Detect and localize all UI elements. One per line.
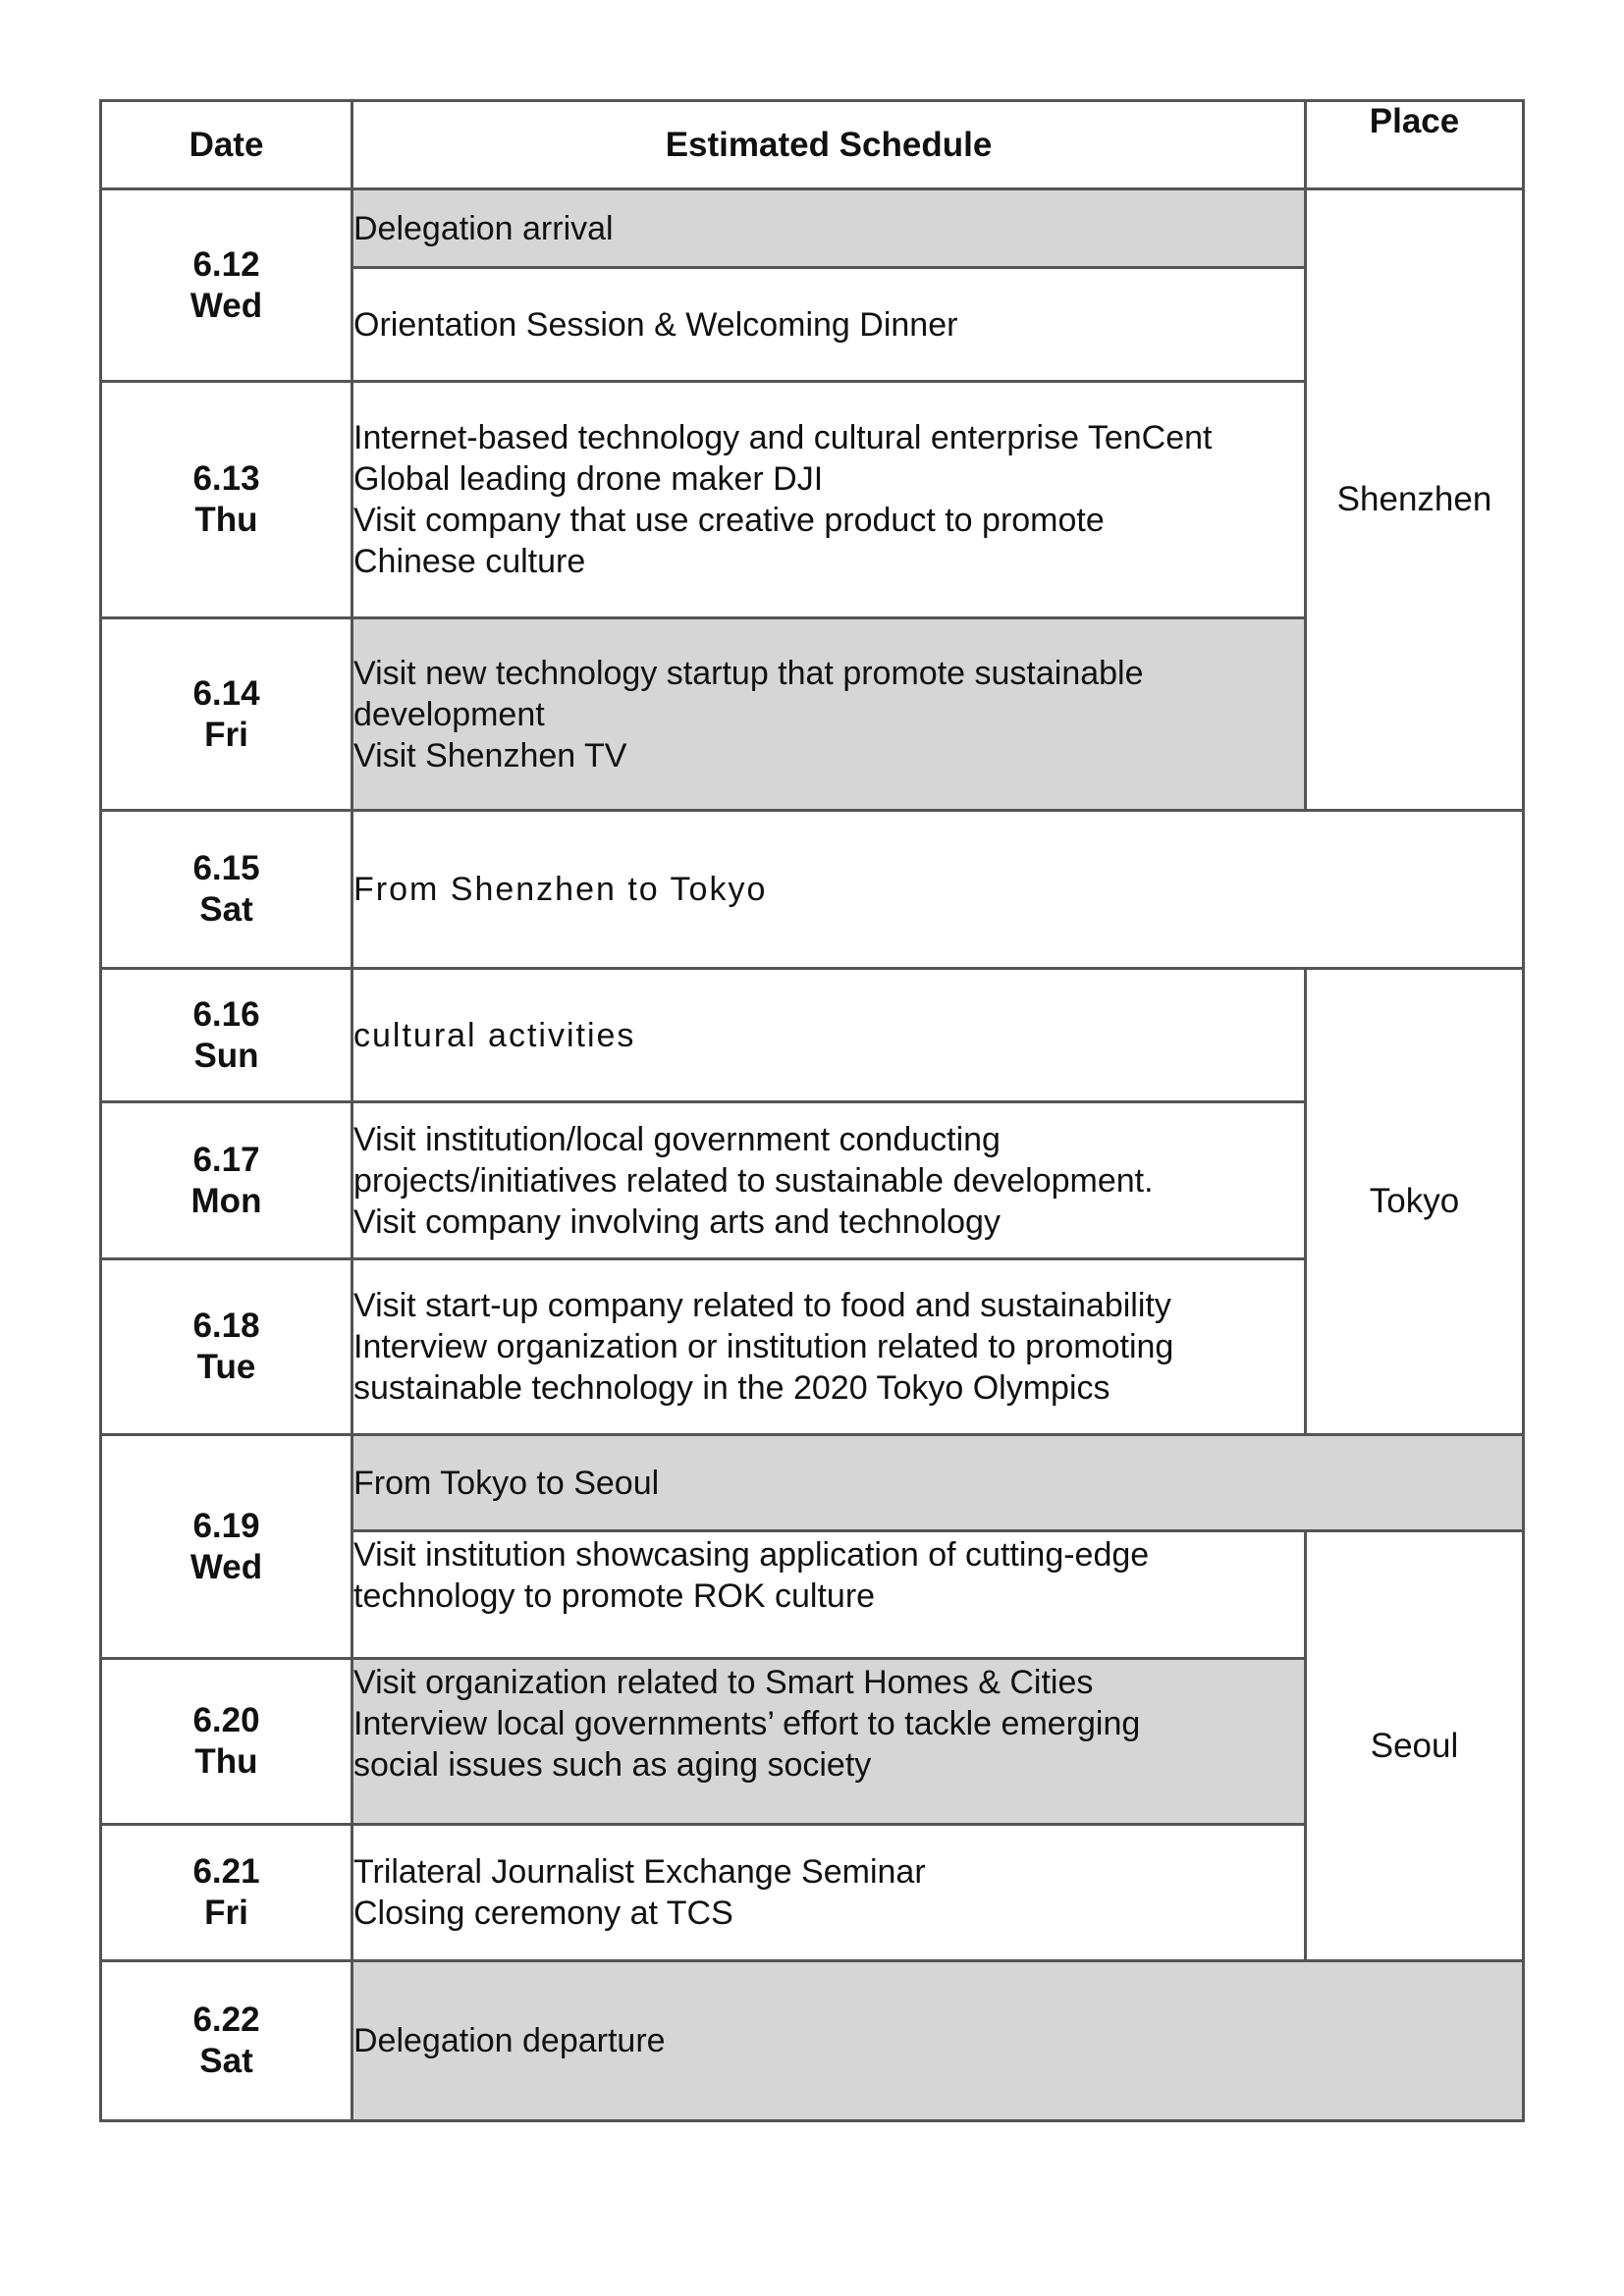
schedule-cell bbox=[352, 811, 1524, 969]
schedule-line: Orientation Session & Welcoming Dinner bbox=[353, 305, 958, 344]
schedule-line: Delegation departure bbox=[353, 2022, 666, 2059]
schedule-line: sustainable technology in the 2020 Tokyo Olympics bbox=[353, 1369, 1110, 1407]
schedule-cell bbox=[352, 1435, 1524, 1531]
schedule-line: Internet-based technology and cultural enterprise TenCent bbox=[353, 419, 1213, 456]
schedule-line: Trilateral Journalist Exchange Seminar bbox=[353, 1853, 926, 1891]
weekday-value: Wed bbox=[189, 286, 263, 325]
date-value: 6.14 bbox=[192, 673, 260, 713]
schedule-cell bbox=[352, 1659, 1306, 1825]
schedule-cell bbox=[352, 1825, 1306, 1961]
date-value: 6.13 bbox=[192, 459, 260, 498]
header-row bbox=[101, 101, 1524, 189]
schedule-cell bbox=[352, 1102, 1306, 1259]
place-cell-seoul: Seoul bbox=[1306, 1531, 1524, 1961]
date-cell bbox=[101, 1961, 352, 2121]
weekday-value: Thu bbox=[194, 1742, 258, 1781]
weekday-value: Fri bbox=[204, 715, 248, 754]
schedule-line: development bbox=[353, 695, 545, 733]
date-value: 6.18 bbox=[192, 1307, 260, 1345]
date-cell bbox=[101, 189, 352, 382]
table-row bbox=[101, 811, 1524, 969]
place-cell-tokyo: Tokyo bbox=[1306, 969, 1524, 1435]
table-row bbox=[101, 1435, 1524, 1531]
schedule-line: Global leading drone maker DJI bbox=[353, 460, 824, 498]
schedule-line: Visit new technology startup that promote sustainable bbox=[353, 654, 1144, 692]
schedule-line: Visit Shenzhen TV bbox=[353, 736, 627, 774]
date-cell bbox=[101, 618, 352, 811]
date-column-header: Date bbox=[101, 101, 352, 189]
schedule-table bbox=[99, 99, 1525, 2122]
schedule-line: Delegation arrival bbox=[353, 209, 614, 247]
schedule-cell bbox=[352, 189, 1306, 268]
date-cell bbox=[101, 1825, 352, 1961]
date-value: 6.16 bbox=[192, 994, 260, 1034]
date-value: 6.19 bbox=[192, 1506, 260, 1545]
date-cell bbox=[101, 969, 352, 1102]
date-value: 6.15 bbox=[192, 849, 260, 887]
table-row bbox=[101, 189, 1524, 268]
schedule-line: cultural activities bbox=[353, 1016, 636, 1054]
place-column-header: Place bbox=[1306, 101, 1524, 189]
schedule-cell bbox=[352, 268, 1306, 382]
weekday-value: Sat bbox=[199, 2042, 253, 2080]
schedule-cell bbox=[352, 1531, 1306, 1659]
schedule-line: Visit start-up company related to food and sustainability bbox=[353, 1287, 1171, 1324]
weekday-value: Sat bbox=[199, 890, 253, 929]
schedule-line: technology to promote ROK culture bbox=[353, 1577, 876, 1615]
date-value: 6.12 bbox=[192, 244, 260, 284]
schedule-cell bbox=[352, 1259, 1306, 1435]
schedule-line: From Tokyo to Seoul bbox=[353, 1464, 660, 1502]
date-value: 6.20 bbox=[192, 1701, 260, 1739]
schedule-line: projects/initiatives related to sustainable development. bbox=[353, 1161, 1154, 1200]
schedule-line: Visit company involving arts and technology bbox=[353, 1202, 1001, 1241]
schedule-column-header: Estimated Schedule bbox=[352, 101, 1306, 189]
date-cell bbox=[101, 811, 352, 969]
schedule-line: Interview local governments’ effort to tackle emerging bbox=[353, 1705, 1141, 1742]
weekday-value: Wed bbox=[189, 1547, 263, 1586]
schedule-line: Visit organization related to Smart Homes & Cities bbox=[353, 1664, 1094, 1701]
weekday-value: Mon bbox=[190, 1181, 262, 1220]
weekday-value: Sun bbox=[193, 1036, 259, 1075]
place-cell-shenzhen: Shenzhen bbox=[1306, 189, 1524, 811]
schedule-line: Chinese culture bbox=[353, 543, 586, 580]
weekday-value: Tue bbox=[196, 1348, 256, 1386]
weekday-value: Fri bbox=[204, 1894, 248, 1932]
date-value: 6.21 bbox=[192, 1852, 260, 1891]
schedule-line: Visit company that use creative product to promote bbox=[353, 502, 1105, 539]
table-row bbox=[101, 1961, 1524, 2121]
date-cell bbox=[101, 1259, 352, 1435]
date-cell bbox=[101, 1435, 352, 1659]
schedule-cell bbox=[352, 618, 1306, 811]
schedule-cell bbox=[352, 382, 1306, 618]
date-value: 6.22 bbox=[192, 2001, 260, 2039]
date-cell bbox=[101, 1659, 352, 1825]
schedule-line: Visit institution showcasing application of cutting-edge bbox=[353, 1536, 1150, 1574]
schedule-line: Visit institution/local government conducting bbox=[353, 1120, 1001, 1158]
date-cell bbox=[101, 382, 352, 618]
schedule-line: Interview organization or institution related to promoting bbox=[353, 1328, 1174, 1365]
schedule-cell bbox=[352, 1961, 1524, 2121]
table-row bbox=[101, 969, 1524, 1102]
weekday-value: Thu bbox=[194, 501, 258, 539]
schedule-cell bbox=[352, 969, 1306, 1102]
schedule-line: social issues such as aging society bbox=[353, 1746, 872, 1784]
date-cell bbox=[101, 1102, 352, 1259]
schedule-line: From Shenzhen to Tokyo bbox=[353, 871, 768, 908]
date-value: 6.17 bbox=[192, 1140, 260, 1179]
schedule-line: Closing ceremony at TCS bbox=[353, 1895, 733, 1932]
